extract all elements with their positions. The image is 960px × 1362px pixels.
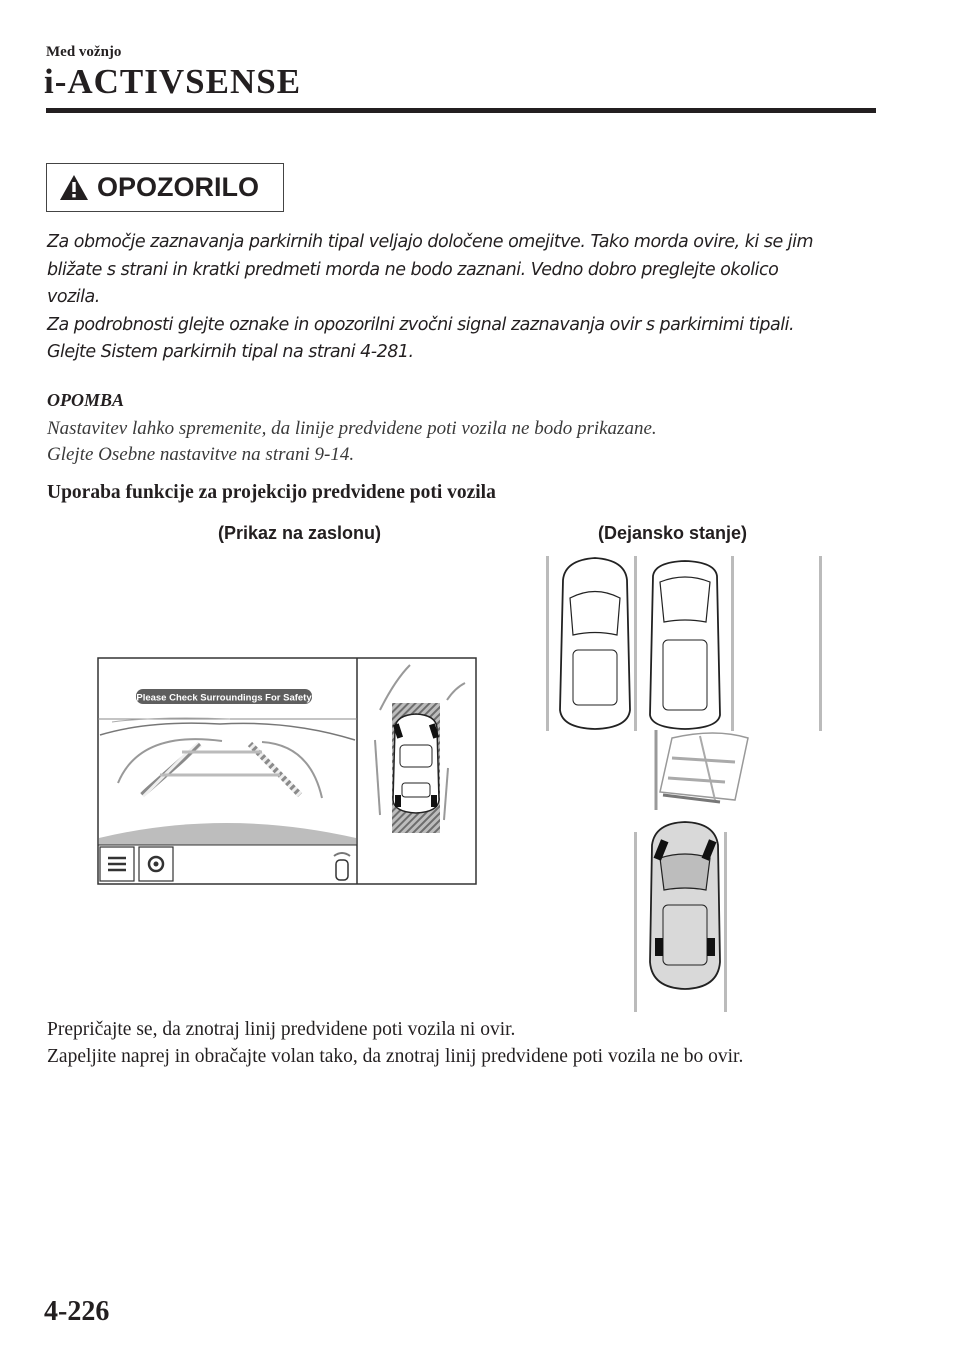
title-rule xyxy=(46,108,876,113)
note-heading: OPOMBA xyxy=(47,390,125,410)
page-title: i-ACTIVSENSE xyxy=(44,62,302,101)
warning-line: Za podrobnosti glejte oznake in opozorilni zvočni signal zaznavanja ovir s parkirnimi tipali. xyxy=(47,314,795,335)
warning-label: OPOZORILO xyxy=(97,172,259,202)
top-view-car xyxy=(393,714,439,813)
projected-path-lines xyxy=(656,730,748,810)
note-line: Nastavitev lahko spremenite, da linije predvidene poti vozila ne bodo prikazane. xyxy=(47,418,657,439)
warning-triangle-icon xyxy=(59,174,89,201)
warning-line: vozila. xyxy=(47,287,100,307)
screen-banner-text: Please Check Surroundings For Safety xyxy=(136,692,312,704)
caption-actual: (Dejansko stanje) xyxy=(598,523,748,543)
illustration xyxy=(0,540,960,1020)
warning-box xyxy=(46,163,284,212)
warning-line: Glejte Sistem parkirnih tipal na strani 4-281. xyxy=(47,342,414,362)
page-number: 4-226 xyxy=(44,1296,110,1327)
parked-car-right xyxy=(650,561,720,729)
note-line: Glejte Osebne nastavitve na strani 9-14. xyxy=(47,444,355,465)
actual-situation xyxy=(546,556,822,1012)
warning-line: bližate s strani in kratki predmeti morda ne bodo zaznani. Vedno dobro preglejte okolico xyxy=(47,259,779,280)
section-heading: Med vožnjo xyxy=(46,44,122,60)
instruction-line: Zapeljite naprej in obračajte volan tako, da znotraj linij predvidene poti vozila ne bo ovir. xyxy=(47,1046,744,1067)
parked-car-left xyxy=(560,558,630,729)
usage-heading: Uporaba funkcije za projekcijo predvidene poti vozila xyxy=(47,482,496,503)
warning-text xyxy=(47,229,887,367)
own-car xyxy=(650,822,720,989)
instruction-text xyxy=(47,1016,743,1070)
note-text xyxy=(47,416,657,468)
screen-display xyxy=(98,658,476,884)
warning-line: Za območje zaznavanja parkirnih tipal veljajo določene omejitve. Tako morda ovire, ki se jim xyxy=(47,232,814,252)
instruction-line: Prepričajte se, da znotraj linij predvidene poti vozila ni ovir. xyxy=(47,1019,516,1040)
caption-screen: (Prikaz na zaslonu) xyxy=(218,523,382,543)
